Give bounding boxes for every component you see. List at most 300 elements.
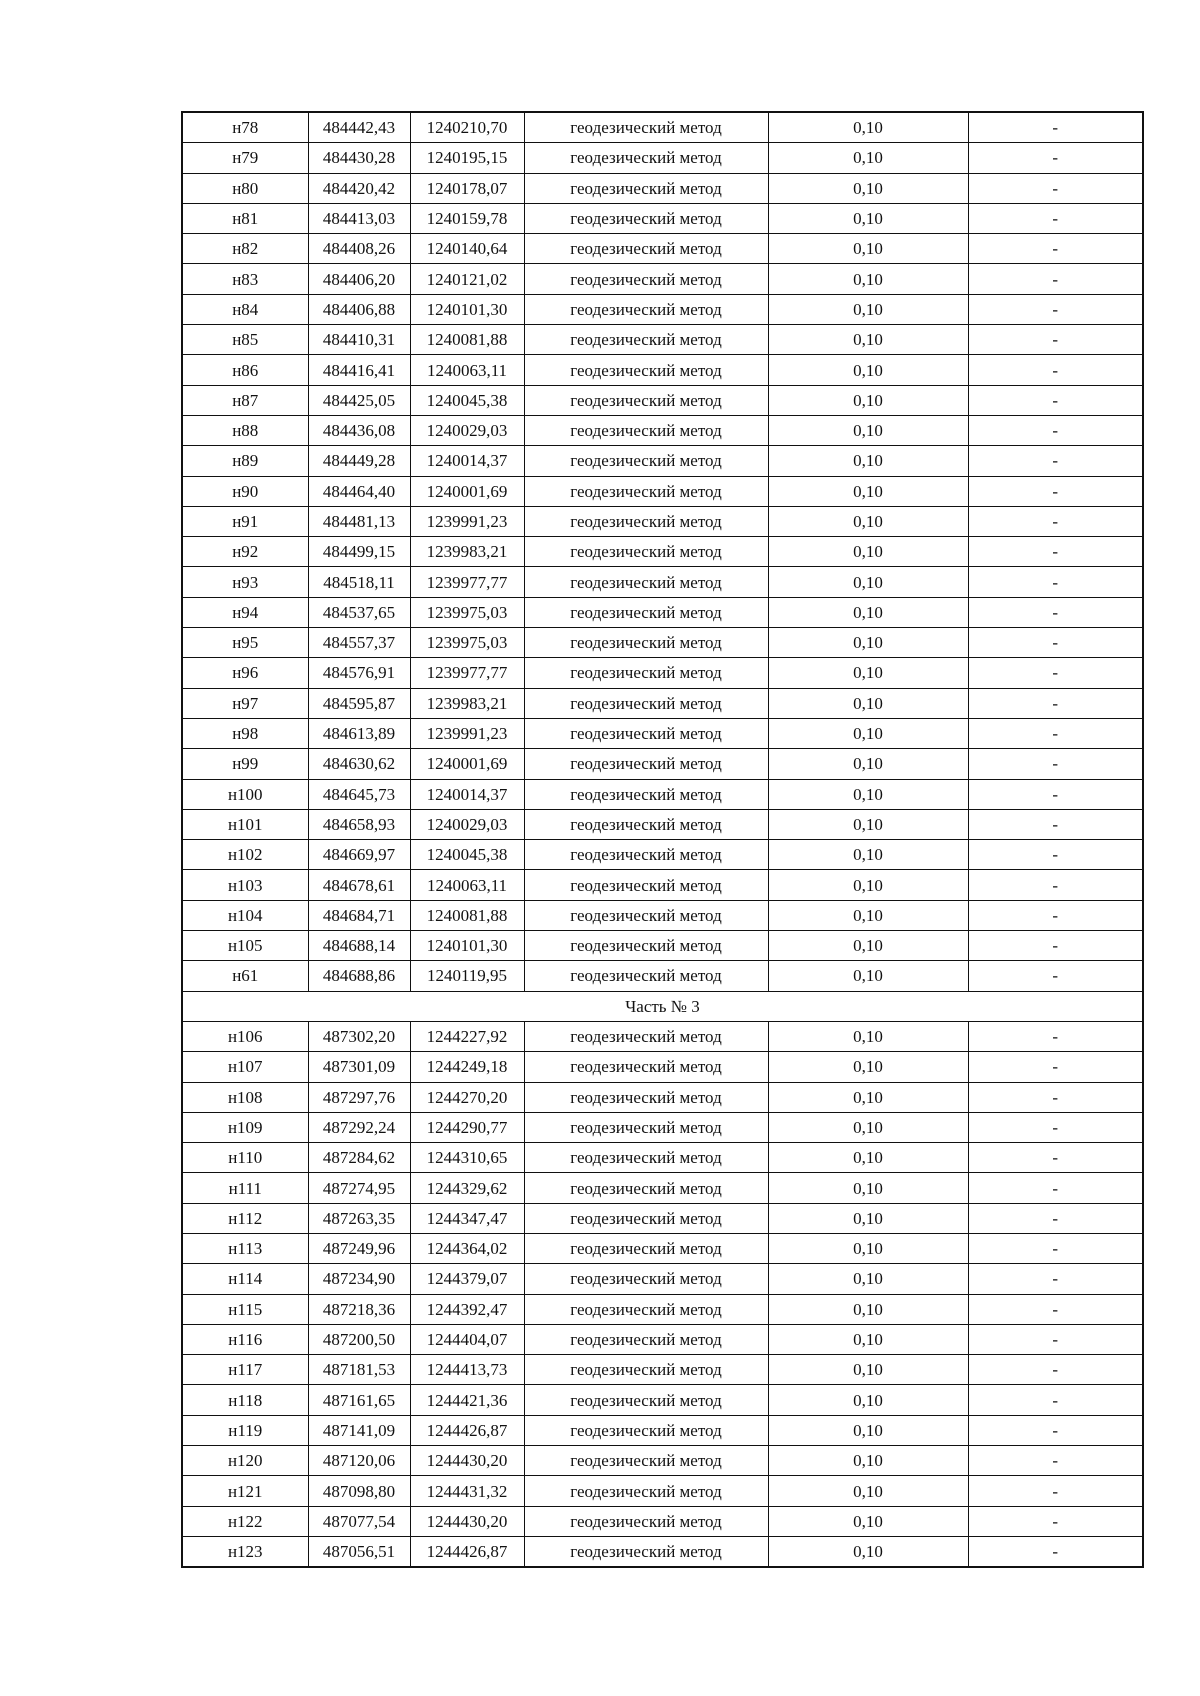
table-row xyxy=(182,688,1143,718)
y-coordinate-cell: 1244404,07 xyxy=(410,1324,524,1354)
table-row xyxy=(182,931,1143,961)
y-coordinate-cell: 1244249,18 xyxy=(410,1052,524,1082)
table-row xyxy=(182,779,1143,809)
x-coordinate-cell: 484537,65 xyxy=(308,597,410,627)
table-row xyxy=(182,506,1143,536)
point-cell: н118 xyxy=(182,1385,308,1415)
method-cell: геодезический метод xyxy=(524,900,768,930)
table-row xyxy=(182,1355,1143,1385)
y-coordinate-cell: 1244270,20 xyxy=(410,1082,524,1112)
table-row xyxy=(182,900,1143,930)
method-cell: геодезический метод xyxy=(524,1021,768,1051)
section-row xyxy=(182,991,1143,1021)
accuracy-cell: 0,10 xyxy=(768,1385,968,1415)
x-coordinate-cell: 487284,62 xyxy=(308,1143,410,1173)
table-row xyxy=(182,1173,1143,1203)
method-cell: геодезический метод xyxy=(524,446,768,476)
note-cell: - xyxy=(968,203,1143,233)
x-coordinate-cell: 487098,80 xyxy=(308,1476,410,1506)
y-coordinate-cell: 1244379,07 xyxy=(410,1264,524,1294)
table-row xyxy=(182,1294,1143,1324)
method-cell: геодезический метод xyxy=(524,355,768,385)
x-coordinate-cell: 484425,05 xyxy=(308,385,410,415)
y-coordinate-cell: 1239975,03 xyxy=(410,628,524,658)
table-row xyxy=(182,1112,1143,1142)
note-cell: - xyxy=(968,355,1143,385)
accuracy-cell: 0,10 xyxy=(768,779,968,809)
accuracy-cell: 0,10 xyxy=(768,1294,968,1324)
y-coordinate-cell: 1240014,37 xyxy=(410,779,524,809)
x-coordinate-cell: 487301,09 xyxy=(308,1052,410,1082)
x-coordinate-cell: 487141,09 xyxy=(308,1415,410,1445)
note-cell: - xyxy=(968,1324,1143,1354)
y-coordinate-cell: 1240001,69 xyxy=(410,749,524,779)
x-coordinate-cell: 484410,31 xyxy=(308,325,410,355)
accuracy-cell: 0,10 xyxy=(768,1264,968,1294)
x-coordinate-cell: 487297,76 xyxy=(308,1082,410,1112)
point-cell: н100 xyxy=(182,779,308,809)
x-coordinate-cell: 484449,28 xyxy=(308,446,410,476)
accuracy-cell: 0,10 xyxy=(768,203,968,233)
method-cell: геодезический метод xyxy=(524,567,768,597)
point-cell: н96 xyxy=(182,658,308,688)
x-coordinate-cell: 484499,15 xyxy=(308,537,410,567)
x-coordinate-cell: 487077,54 xyxy=(308,1506,410,1536)
accuracy-cell: 0,10 xyxy=(768,385,968,415)
y-coordinate-cell: 1244426,87 xyxy=(410,1536,524,1567)
method-cell: геодезический метод xyxy=(524,1476,768,1506)
x-coordinate-cell: 484420,42 xyxy=(308,173,410,203)
table-row xyxy=(182,1233,1143,1263)
accuracy-cell: 0,10 xyxy=(768,900,968,930)
table-row xyxy=(182,1506,1143,1536)
section-title: Часть № 3 xyxy=(182,991,1143,1021)
table-row xyxy=(182,961,1143,991)
table-row xyxy=(182,173,1143,203)
note-cell: - xyxy=(968,840,1143,870)
y-coordinate-cell: 1240029,03 xyxy=(410,415,524,445)
accuracy-cell: 0,10 xyxy=(768,1446,968,1476)
accuracy-cell: 0,10 xyxy=(768,446,968,476)
table-row xyxy=(182,749,1143,779)
note-cell: - xyxy=(968,173,1143,203)
y-coordinate-cell: 1239975,03 xyxy=(410,597,524,627)
y-coordinate-cell: 1244430,20 xyxy=(410,1506,524,1536)
note-cell: - xyxy=(968,294,1143,324)
method-cell: геодезический метод xyxy=(524,658,768,688)
method-cell: геодезический метод xyxy=(524,1143,768,1173)
method-cell: геодезический метод xyxy=(524,1446,768,1476)
table-row xyxy=(182,385,1143,415)
point-cell: н85 xyxy=(182,325,308,355)
note-cell: - xyxy=(968,264,1143,294)
accuracy-cell: 0,10 xyxy=(768,325,968,355)
x-coordinate-cell: 487181,53 xyxy=(308,1355,410,1385)
y-coordinate-cell: 1239977,77 xyxy=(410,567,524,597)
note-cell: - xyxy=(968,779,1143,809)
accuracy-cell: 0,10 xyxy=(768,1082,968,1112)
method-cell: геодезический метод xyxy=(524,173,768,203)
point-cell: н101 xyxy=(182,809,308,839)
table-row xyxy=(182,143,1143,173)
method-cell: геодезический метод xyxy=(524,1173,768,1203)
table-row xyxy=(182,1264,1143,1294)
coordinates-table xyxy=(181,111,1144,1568)
point-cell: н113 xyxy=(182,1233,308,1263)
point-cell: н82 xyxy=(182,234,308,264)
note-cell: - xyxy=(968,870,1143,900)
method-cell: геодезический метод xyxy=(524,1052,768,1082)
accuracy-cell: 0,10 xyxy=(768,1506,968,1536)
y-coordinate-cell: 1240210,70 xyxy=(410,112,524,143)
point-cell: н88 xyxy=(182,415,308,445)
point-cell: н116 xyxy=(182,1324,308,1354)
x-coordinate-cell: 484684,71 xyxy=(308,900,410,930)
y-coordinate-cell: 1240001,69 xyxy=(410,476,524,506)
method-cell: геодезический метод xyxy=(524,264,768,294)
method-cell: геодезический метод xyxy=(524,1294,768,1324)
table-row xyxy=(182,1021,1143,1051)
y-coordinate-cell: 1240045,38 xyxy=(410,840,524,870)
note-cell: - xyxy=(968,1294,1143,1324)
note-cell: - xyxy=(968,1476,1143,1506)
method-cell: геодезический метод xyxy=(524,112,768,143)
table-row xyxy=(182,870,1143,900)
accuracy-cell: 0,10 xyxy=(768,870,968,900)
note-cell: - xyxy=(968,537,1143,567)
point-cell: н93 xyxy=(182,567,308,597)
method-cell: геодезический метод xyxy=(524,294,768,324)
point-cell: н104 xyxy=(182,900,308,930)
table-row xyxy=(182,1052,1143,1082)
y-coordinate-cell: 1244413,73 xyxy=(410,1355,524,1385)
method-cell: геодезический метод xyxy=(524,749,768,779)
point-cell: н107 xyxy=(182,1052,308,1082)
note-cell: - xyxy=(968,1415,1143,1445)
method-cell: геодезический метод xyxy=(524,961,768,991)
y-coordinate-cell: 1239983,21 xyxy=(410,537,524,567)
table-row xyxy=(182,203,1143,233)
accuracy-cell: 0,10 xyxy=(768,1203,968,1233)
table-row xyxy=(182,840,1143,870)
y-coordinate-cell: 1240014,37 xyxy=(410,446,524,476)
accuracy-cell: 0,10 xyxy=(768,1112,968,1142)
note-cell: - xyxy=(968,1264,1143,1294)
note-cell: - xyxy=(968,1203,1143,1233)
coordinates-table-body xyxy=(182,112,1143,1567)
point-cell: н123 xyxy=(182,1536,308,1567)
y-coordinate-cell: 1240140,64 xyxy=(410,234,524,264)
point-cell: н114 xyxy=(182,1264,308,1294)
table-row xyxy=(182,1415,1143,1445)
note-cell: - xyxy=(968,597,1143,627)
point-cell: н119 xyxy=(182,1415,308,1445)
table-row xyxy=(182,1536,1143,1567)
table-row xyxy=(182,415,1143,445)
accuracy-cell: 0,10 xyxy=(768,931,968,961)
x-coordinate-cell: 487263,35 xyxy=(308,1203,410,1233)
note-cell: - xyxy=(968,1506,1143,1536)
method-cell: геодезический метод xyxy=(524,506,768,536)
y-coordinate-cell: 1240045,38 xyxy=(410,385,524,415)
note-cell: - xyxy=(968,234,1143,264)
method-cell: геодезический метод xyxy=(524,870,768,900)
method-cell: геодезический метод xyxy=(524,1324,768,1354)
point-cell: н121 xyxy=(182,1476,308,1506)
method-cell: геодезический метод xyxy=(524,1112,768,1142)
accuracy-cell: 0,10 xyxy=(768,688,968,718)
point-cell: н110 xyxy=(182,1143,308,1173)
method-cell: геодезический метод xyxy=(524,1082,768,1112)
method-cell: геодезический метод xyxy=(524,779,768,809)
y-coordinate-cell: 1244364,02 xyxy=(410,1233,524,1263)
accuracy-cell: 0,10 xyxy=(768,234,968,264)
x-coordinate-cell: 484630,62 xyxy=(308,749,410,779)
y-coordinate-cell: 1244290,77 xyxy=(410,1112,524,1142)
x-coordinate-cell: 484688,14 xyxy=(308,931,410,961)
table-row xyxy=(182,1082,1143,1112)
accuracy-cell: 0,10 xyxy=(768,1143,968,1173)
method-cell: геодезический метод xyxy=(524,1355,768,1385)
point-cell: н61 xyxy=(182,961,308,991)
point-cell: н97 xyxy=(182,688,308,718)
y-coordinate-cell: 1244430,20 xyxy=(410,1446,524,1476)
table-row xyxy=(182,264,1143,294)
y-coordinate-cell: 1244347,47 xyxy=(410,1203,524,1233)
point-cell: н78 xyxy=(182,112,308,143)
method-cell: геодезический метод xyxy=(524,718,768,748)
note-cell: - xyxy=(968,385,1143,415)
method-cell: геодезический метод xyxy=(524,628,768,658)
note-cell: - xyxy=(968,961,1143,991)
note-cell: - xyxy=(968,1021,1143,1051)
y-coordinate-cell: 1240119,95 xyxy=(410,961,524,991)
accuracy-cell: 0,10 xyxy=(768,1536,968,1567)
y-coordinate-cell: 1240081,88 xyxy=(410,325,524,355)
table-row xyxy=(182,234,1143,264)
point-cell: н109 xyxy=(182,1112,308,1142)
table-row xyxy=(182,294,1143,324)
note-cell: - xyxy=(968,1385,1143,1415)
method-cell: геодезический метод xyxy=(524,385,768,415)
point-cell: н86 xyxy=(182,355,308,385)
note-cell: - xyxy=(968,446,1143,476)
point-cell: н90 xyxy=(182,476,308,506)
method-cell: геодезический метод xyxy=(524,840,768,870)
y-coordinate-cell: 1240178,07 xyxy=(410,173,524,203)
point-cell: н112 xyxy=(182,1203,308,1233)
table-row xyxy=(182,476,1143,506)
method-cell: геодезический метод xyxy=(524,415,768,445)
accuracy-cell: 0,10 xyxy=(768,173,968,203)
point-cell: н79 xyxy=(182,143,308,173)
point-cell: н80 xyxy=(182,173,308,203)
method-cell: геодезический метод xyxy=(524,809,768,839)
note-cell: - xyxy=(968,809,1143,839)
accuracy-cell: 0,10 xyxy=(768,1052,968,1082)
accuracy-cell: 0,10 xyxy=(768,264,968,294)
point-cell: н99 xyxy=(182,749,308,779)
x-coordinate-cell: 484613,89 xyxy=(308,718,410,748)
method-cell: геодезический метод xyxy=(524,203,768,233)
accuracy-cell: 0,10 xyxy=(768,597,968,627)
x-coordinate-cell: 484406,88 xyxy=(308,294,410,324)
accuracy-cell: 0,10 xyxy=(768,476,968,506)
point-cell: н87 xyxy=(182,385,308,415)
x-coordinate-cell: 487120,06 xyxy=(308,1446,410,1476)
table-row xyxy=(182,1476,1143,1506)
x-coordinate-cell: 484406,20 xyxy=(308,264,410,294)
method-cell: геодезический метод xyxy=(524,1203,768,1233)
y-coordinate-cell: 1240063,11 xyxy=(410,355,524,385)
table-row xyxy=(182,1143,1143,1173)
x-coordinate-cell: 484416,41 xyxy=(308,355,410,385)
accuracy-cell: 0,10 xyxy=(768,1173,968,1203)
x-coordinate-cell: 487200,50 xyxy=(308,1324,410,1354)
x-coordinate-cell: 484557,37 xyxy=(308,628,410,658)
table-row xyxy=(182,628,1143,658)
method-cell: геодезический метод xyxy=(524,1233,768,1263)
note-cell: - xyxy=(968,567,1143,597)
x-coordinate-cell: 484408,26 xyxy=(308,234,410,264)
point-cell: н89 xyxy=(182,446,308,476)
point-cell: н98 xyxy=(182,718,308,748)
point-cell: н81 xyxy=(182,203,308,233)
accuracy-cell: 0,10 xyxy=(768,112,968,143)
accuracy-cell: 0,10 xyxy=(768,718,968,748)
accuracy-cell: 0,10 xyxy=(768,1324,968,1354)
y-coordinate-cell: 1244329,62 xyxy=(410,1173,524,1203)
note-cell: - xyxy=(968,506,1143,536)
accuracy-cell: 0,10 xyxy=(768,1415,968,1445)
y-coordinate-cell: 1244392,47 xyxy=(410,1294,524,1324)
y-coordinate-cell: 1240195,15 xyxy=(410,143,524,173)
x-coordinate-cell: 484658,93 xyxy=(308,809,410,839)
accuracy-cell: 0,10 xyxy=(768,355,968,385)
method-cell: геодезический метод xyxy=(524,931,768,961)
note-cell: - xyxy=(968,1112,1143,1142)
point-cell: н92 xyxy=(182,537,308,567)
table-row xyxy=(182,112,1143,143)
accuracy-cell: 0,10 xyxy=(768,506,968,536)
x-coordinate-cell: 484518,11 xyxy=(308,567,410,597)
point-cell: н102 xyxy=(182,840,308,870)
method-cell: геодезический метод xyxy=(524,325,768,355)
table-row xyxy=(182,658,1143,688)
x-coordinate-cell: 484688,86 xyxy=(308,961,410,991)
note-cell: - xyxy=(968,1355,1143,1385)
point-cell: н120 xyxy=(182,1446,308,1476)
note-cell: - xyxy=(968,143,1143,173)
y-coordinate-cell: 1239991,23 xyxy=(410,718,524,748)
accuracy-cell: 0,10 xyxy=(768,809,968,839)
accuracy-cell: 0,10 xyxy=(768,840,968,870)
note-cell: - xyxy=(968,1052,1143,1082)
x-coordinate-cell: 484669,97 xyxy=(308,840,410,870)
y-coordinate-cell: 1240159,78 xyxy=(410,203,524,233)
accuracy-cell: 0,10 xyxy=(768,567,968,597)
table-row xyxy=(182,567,1143,597)
note-cell: - xyxy=(968,476,1143,506)
table-row xyxy=(182,597,1143,627)
accuracy-cell: 0,10 xyxy=(768,1355,968,1385)
x-coordinate-cell: 484595,87 xyxy=(308,688,410,718)
accuracy-cell: 0,10 xyxy=(768,1476,968,1506)
note-cell: - xyxy=(968,1143,1143,1173)
note-cell: - xyxy=(968,415,1143,445)
x-coordinate-cell: 484436,08 xyxy=(308,415,410,445)
x-coordinate-cell: 487292,24 xyxy=(308,1112,410,1142)
x-coordinate-cell: 484464,40 xyxy=(308,476,410,506)
note-cell: - xyxy=(968,688,1143,718)
x-coordinate-cell: 484413,03 xyxy=(308,203,410,233)
accuracy-cell: 0,10 xyxy=(768,628,968,658)
table-row xyxy=(182,325,1143,355)
note-cell: - xyxy=(968,931,1143,961)
x-coordinate-cell: 484576,91 xyxy=(308,658,410,688)
note-cell: - xyxy=(968,1082,1143,1112)
accuracy-cell: 0,10 xyxy=(768,658,968,688)
y-coordinate-cell: 1240101,30 xyxy=(410,931,524,961)
y-coordinate-cell: 1240063,11 xyxy=(410,870,524,900)
accuracy-cell: 0,10 xyxy=(768,749,968,779)
point-cell: н111 xyxy=(182,1173,308,1203)
y-coordinate-cell: 1239977,77 xyxy=(410,658,524,688)
accuracy-cell: 0,10 xyxy=(768,961,968,991)
table-row xyxy=(182,1203,1143,1233)
method-cell: геодезический метод xyxy=(524,537,768,567)
point-cell: н117 xyxy=(182,1355,308,1385)
point-cell: н83 xyxy=(182,264,308,294)
y-coordinate-cell: 1240081,88 xyxy=(410,900,524,930)
note-cell: - xyxy=(968,112,1143,143)
y-coordinate-cell: 1239983,21 xyxy=(410,688,524,718)
y-coordinate-cell: 1239991,23 xyxy=(410,506,524,536)
accuracy-cell: 0,10 xyxy=(768,1233,968,1263)
point-cell: н115 xyxy=(182,1294,308,1324)
method-cell: геодезический метод xyxy=(524,234,768,264)
accuracy-cell: 0,10 xyxy=(768,537,968,567)
point-cell: н122 xyxy=(182,1506,308,1536)
note-cell: - xyxy=(968,749,1143,779)
note-cell: - xyxy=(968,658,1143,688)
x-coordinate-cell: 487218,36 xyxy=(308,1294,410,1324)
point-cell: н91 xyxy=(182,506,308,536)
point-cell: н94 xyxy=(182,597,308,627)
method-cell: геодезический метод xyxy=(524,1415,768,1445)
y-coordinate-cell: 1240101,30 xyxy=(410,294,524,324)
y-coordinate-cell: 1244431,32 xyxy=(410,1476,524,1506)
table-row xyxy=(182,718,1143,748)
note-cell: - xyxy=(968,1233,1143,1263)
method-cell: геодезический метод xyxy=(524,1385,768,1415)
method-cell: геодезический метод xyxy=(524,143,768,173)
accuracy-cell: 0,10 xyxy=(768,415,968,445)
method-cell: геодезический метод xyxy=(524,1264,768,1294)
point-cell: н103 xyxy=(182,870,308,900)
note-cell: - xyxy=(968,1446,1143,1476)
y-coordinate-cell: 1244426,87 xyxy=(410,1415,524,1445)
x-coordinate-cell: 484430,28 xyxy=(308,143,410,173)
x-coordinate-cell: 484678,61 xyxy=(308,870,410,900)
table-row xyxy=(182,1385,1143,1415)
note-cell: - xyxy=(968,718,1143,748)
table-row xyxy=(182,537,1143,567)
table-row xyxy=(182,355,1143,385)
table-row xyxy=(182,1446,1143,1476)
point-cell: н108 xyxy=(182,1082,308,1112)
method-cell: геодезический метод xyxy=(524,597,768,627)
